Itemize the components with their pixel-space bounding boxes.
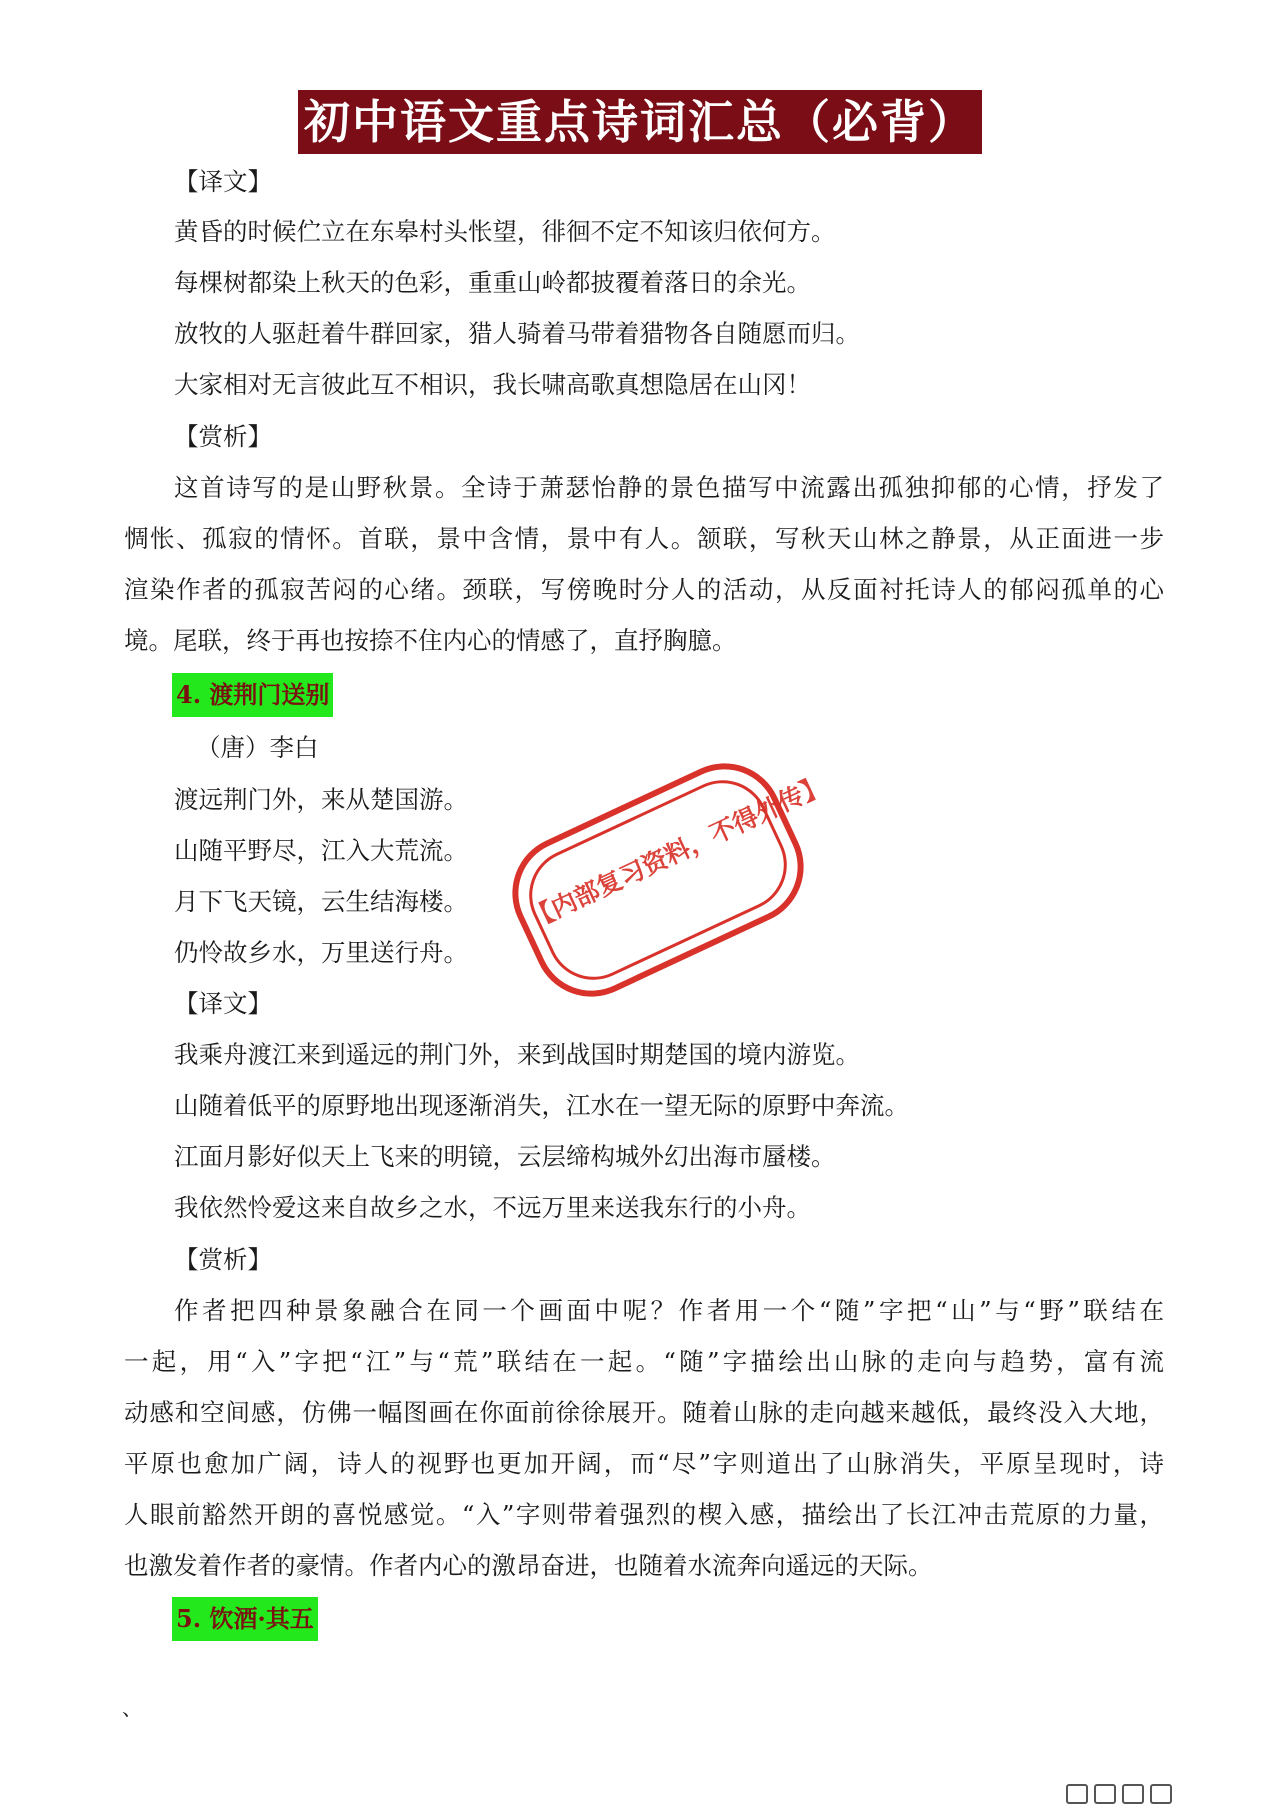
appreciation-label: 【赏析】	[174, 1245, 272, 1274]
poem-line: 渡远荆门外，来从楚国游。	[174, 785, 468, 814]
watermark-text: 【内部复习资料，不得外传】	[524, 770, 831, 934]
poem-heading: 5. 饮酒·其五	[172, 1597, 318, 1641]
translation-line: 放牧的人驱赶着牛群回家，猎人骑着马带着猎物各自随愿而归。	[174, 319, 860, 348]
appreciation-line: 作者把四种景象融合在同一个画面中呢？作者用一个“随”字把“山”与“野”联结在	[174, 1296, 1164, 1325]
title-container	[0, 90, 1280, 154]
translation-line: 黄昏的时候伫立在东皋村头怅望，徘徊不定不知该归依何方。	[174, 217, 836, 246]
poem-line: 月下飞天镜，云生结海楼。	[174, 887, 468, 916]
corner-mark: 、	[122, 1696, 142, 1720]
page-title: 初中语文重点诗词汇总（必背）	[298, 90, 982, 154]
page-view-icon[interactable]	[1066, 1784, 1088, 1804]
appreciation-label: 【赏析】	[174, 422, 272, 451]
poem-heading: 4. 渡荆门送别	[172, 673, 333, 717]
appreciation-line: 动感和空间感，仿佛一幅图画在你面前徐徐展开。随着山脉的走向越来越低，最终没入大地，	[124, 1398, 1164, 1427]
translation-label: 【译文】	[174, 989, 272, 1018]
appreciation-line: 一起，用“入”字把“江”与“荒”联结在一起。“随”字描绘出山脉的走向与趋势，富有流	[124, 1347, 1164, 1376]
translation-line: 山随着低平的原野地出现逐渐消失，江水在一望无际的原野中奔流。	[174, 1091, 909, 1120]
appreciation-line: 惆怅、孤寂的情怀。首联，景中含情，景中有人。颔联，写秋天山林之静景，从正面进一步	[124, 524, 1164, 553]
poem-line: 仍怜故乡水，万里送行舟。	[174, 938, 468, 967]
translation-line: 每棵树都染上秋天的色彩，重重山岭都披覆着落日的余光。	[174, 268, 811, 297]
menu-icon[interactable]	[1150, 1784, 1172, 1804]
appreciation-line: 也激发着作者的豪情。作者内心的激昂奋进，也随着水流奔向遥远的天际。	[124, 1551, 933, 1580]
appreciation-line: 渲染作者的孤寂苦闷的心绪。颈联，写傍晚时分人的活动，从反面衬托诗人的郁闷孤单的心	[124, 575, 1164, 604]
list-icon[interactable]	[1122, 1784, 1144, 1804]
poem-line: 山随平野尽，江入大荒流。	[174, 836, 468, 865]
appreciation-line: 平原也愈加广阔，诗人的视野也更加开阔，而“尽”字则道出了山脉消失，平原呈现时，诗	[124, 1449, 1164, 1478]
appreciation-line: 这首诗写的是山野秋景。全诗于萧瑟怡静的景色描写中流露出孤独抑郁的心情，抒发了	[174, 473, 1164, 502]
translation-line: 江面月影好似天上飞来的明镜，云层缔构城外幻出海市蜃楼。	[174, 1142, 836, 1171]
translation-label: 【译文】	[174, 167, 272, 196]
columns-icon[interactable]	[1094, 1784, 1116, 1804]
translation-line: 大家相对无言彼此互不相识，我长啸高歌真想隐居在山冈！	[174, 370, 811, 399]
translation-line: 我乘舟渡江来到遥远的荆门外，来到战国时期楚国的境内游览。	[174, 1040, 860, 1069]
appreciation-line: 境。尾联，终于再也按捺不住内心的情感了，直抒胸臆。	[124, 626, 737, 655]
poem-author: （唐）李白	[196, 733, 319, 762]
appreciation-line: 人眼前豁然开朗的喜悦感觉。“入”字则带着强烈的楔入感，描绘出了长江冲击荒原的力量，	[124, 1500, 1164, 1529]
viewer-toolbar	[1066, 1784, 1266, 1808]
translation-line: 我依然怜爱这来自故乡之水，不远万里来送我东行的小舟。	[174, 1193, 811, 1222]
